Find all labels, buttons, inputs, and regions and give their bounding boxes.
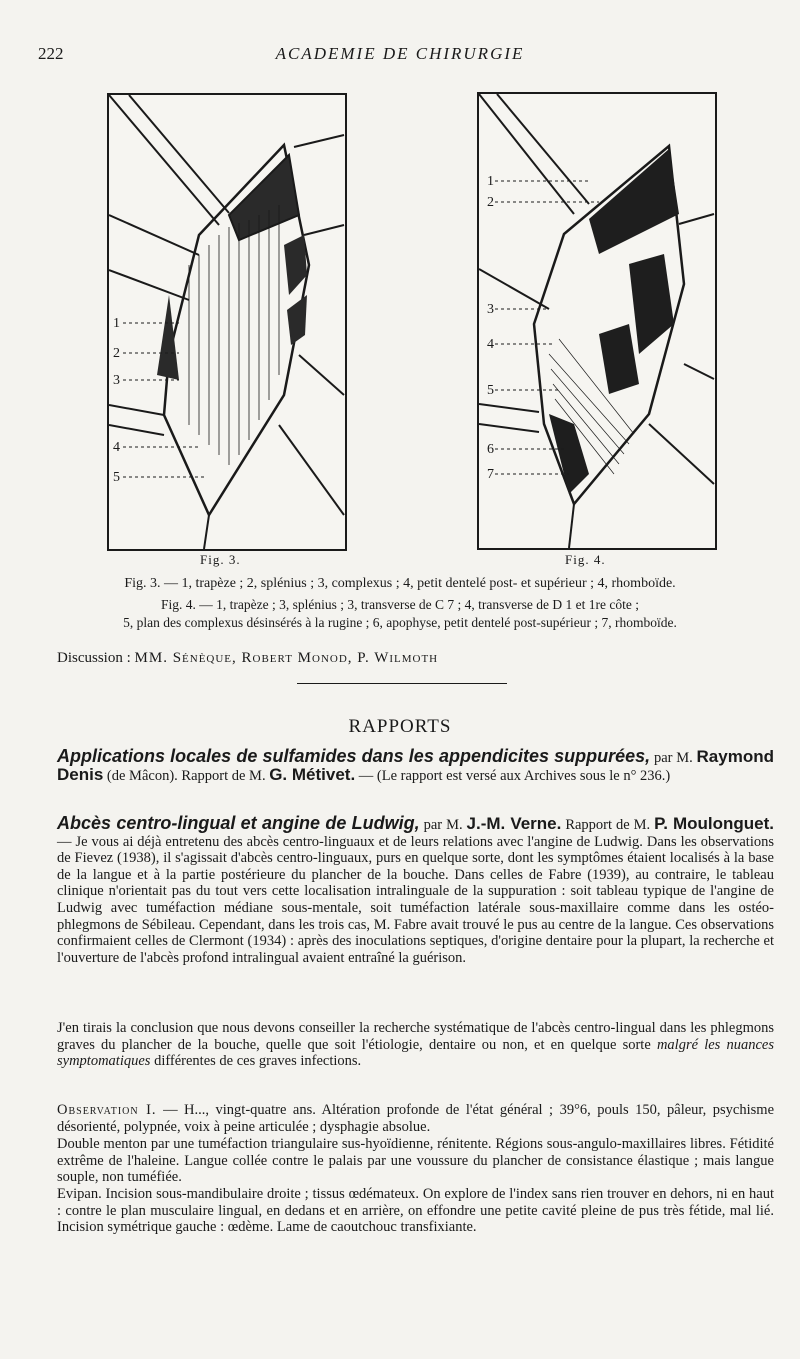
report-2-body-2a: J'en tirais la conclusion que nous devons conseiller la recherche systématique de l'abcès centro-lingual dans les phlegmons graves du plancher de la bouche, quelle que soit l'étiologie, dentaire ou non, et en quelque sorte	[57, 1020, 774, 1053]
report-2-par: par M.	[423, 817, 463, 833]
page-number: 222	[38, 44, 64, 63]
figure-3-drawing	[109, 95, 345, 549]
figure-4-caption-line2: 5, plan des complexus désinsérés à la rugine ; 6, apophyse, petit dentelé post-supérieur ; 7, rhomboïde.	[123, 615, 677, 630]
report-1-rapporteur: G. Métivet.	[269, 764, 356, 784]
figure-3-caption: Fig. 3. — 1, trapèze ; 2, splénius ; 3, complexus ; 4, petit dentelé post- et supérieur ; 4, rhomboïde.	[124, 576, 676, 591]
report-1-title: Applications locales de sulfamides dans les appendicites suppurées,	[57, 746, 651, 766]
figure-4-caption-line1: Fig. 4. — 1, trapèze ; 3, splénius ; 3, transverse de C 7 ; 4, transverse de D 1 et 1re côte ;	[160, 597, 639, 612]
report-1-origin: (de Mâcon). Rapport de M.	[106, 767, 266, 784]
fig3-marker-1: 1	[113, 316, 120, 331]
report-1-author: Raymond Denis	[57, 747, 774, 784]
observation-paragraph-2	[57, 1136, 774, 1186]
fig4-marker-5: 5	[487, 383, 494, 398]
report-2-title: Abcès centro-lingual et angine de Ludwig,	[57, 813, 420, 833]
fig3-marker-5: 5	[113, 470, 120, 485]
figure-3-illustration	[107, 93, 347, 551]
fig4-marker-4: 4	[487, 337, 494, 352]
observation-paragraph-1	[57, 1102, 774, 1135]
discussion-line	[57, 650, 438, 667]
journal-title: ACADEMIE DE CHIRURGIE	[275, 44, 525, 63]
figure-4-label: Fig. 4.	[565, 552, 606, 567]
observation-paragraph-3	[57, 1186, 774, 1236]
report-2-body-1: — Je vous ai déjà entretenu des abcès centro-linguaux et de leurs relations avec l'angine de Ludwig. Dans les observations de Fievez (1938), il s'agissait d'abcès centro-linguaux, purs en quelque sorte, dont les symptômes étaient localisés à la base de la langue et à la partie postérieure du plancher de la bouche. Dans celles de Fabre (1939), au contraire, le tableau clinique n'orientait pas du tout vers cette localisation intralinguale de la suppuration : soit tableau typique de l'angine de Ludwig avec tuméfaction médiane sous-mentale, soit tuméfaction latérale sous-maxillaire comme dans les ostéo-phlegmons de Sébileau. Cependant, dans les trois cas, M. Fabre avait trouvé le pus au centre de la langue. Ces observations confirmaient celles de Clermont (1934) : après des inoculations septiques, d'origine dentaire pour la plupart, la recherche et l'ouverture de l'abcès profond intralingual avaient entraîné la guérison.	[57, 833, 774, 966]
figure-4-illustration	[477, 92, 717, 550]
report-2-paragraph-2	[57, 1020, 774, 1070]
fig3-marker-2: 2	[113, 346, 120, 361]
fig4-marker-7: 7	[487, 467, 494, 482]
report-1-note: — (Le rapport est versé aux Archives sous le n° 236.)	[358, 767, 671, 784]
report-2	[57, 815, 774, 966]
fig3-marker-4: 4	[113, 440, 120, 455]
fig4-marker-3: 3	[487, 302, 494, 317]
fig3-marker-3: 3	[113, 373, 120, 388]
report-2-rapport-de: Rapport de M.	[565, 817, 651, 833]
section-title: RAPPORTS	[348, 716, 452, 737]
figure-3-label: Fig. 3.	[200, 552, 241, 567]
figure-4-drawing	[479, 94, 715, 548]
report-2-body-2b: différentes de ces graves infections.	[154, 1053, 362, 1070]
report-2-rapporteur: P. Moulonguet.	[654, 814, 775, 833]
report-1-par: par M.	[653, 750, 693, 766]
fig4-marker-6: 6	[487, 442, 494, 457]
observation-line-3: Evipan. Incision sous-mandibulaire droite ; tissus œdémateux. On explore de l'index sans rien trouver en dehors, ni en haut : contre le plan musculaire lingual, en dedans et en arrière, on effondre une petite cavité pleine de pus très fétide, mal lié. Incision symétrique gauche : œdème. Lame de caoutchouc transfixiante.	[57, 1186, 774, 1236]
fig4-marker-2: 2	[487, 195, 494, 210]
report-2-body-2-italic: malgré les nuances symptomatiques	[57, 1036, 774, 1070]
discussion-label: Discussion :	[57, 650, 131, 666]
section-divider	[297, 683, 507, 684]
fig4-marker-1: 1	[487, 174, 494, 189]
report-1	[57, 748, 774, 784]
observation-line-2: Double menton par une tuméfaction triangulaire sus-hyoïdienne, rénitente. Régions sous-angulo-maxillaires libres. Fétidité extrême de l'haleine. Langue collée contre le palais par une voussure du plancher de consistance élastique ; mais langue souple, non tuméfiée.	[57, 1136, 774, 1186]
discussion-names: MM. Sénèque, Robert Monod, P. Wilmoth	[134, 650, 439, 666]
report-2-author: J.-M. Verne.	[466, 814, 562, 833]
observation-label: Observation I.	[57, 1102, 157, 1118]
observation-line-1: — H..., vingt-quatre ans. Altération profonde de l'état général ; 39°6, pouls 150, pâleur, psychisme désorienté, polypnée, voix à peine articulée ; dysphagie absolue.	[57, 1102, 775, 1135]
